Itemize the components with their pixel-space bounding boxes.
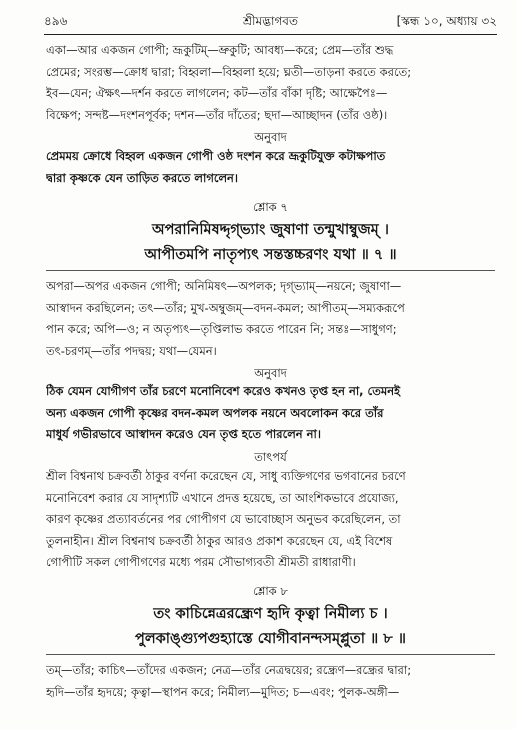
translation-line: অন্য একজন গোপী কৃষ্ণের বদন-কমল অপলক নয়নে অবলোকন করে তাঁর — [46, 405, 384, 420]
synonym-line: বিক্ষেপ; সন্দষ্ট—দংশনপূর্বক; দশন—তাঁর দাঁতের; ছদা—আচ্ছাদন (তাঁর ওষ্ঠ)। — [46, 107, 388, 122]
synonyms-block-top — [46, 40, 495, 126]
translation-line: মাধুর্য গভীরভাবে আস্বাদন করেও যেন তৃপ্ত হতে পারলেন না। — [46, 427, 321, 441]
synonym-line: অপরা—অপর একজন গোপী; অনিমিষৎ—অপলক; দৃগ্ভ্যাম্—নয়নে; জুষাণা— — [46, 279, 402, 293]
translation-heading: অনুবাদ — [254, 130, 287, 144]
separator-rule — [46, 654, 495, 655]
synonyms-block — [46, 276, 495, 362]
translation-block — [46, 146, 495, 189]
running-header — [44, 10, 497, 32]
translation-block — [46, 381, 495, 446]
page-number: ৪৯৬ — [44, 14, 68, 28]
synonym-line: তৎ-চরণম্—তাঁর পদদ্বয়; যথা—যেমন। — [46, 343, 217, 358]
header-rule — [44, 34, 497, 35]
verse-heading: শ্লোক ৭ — [253, 200, 288, 214]
purport-line: মনোনিবেশ করার যে সাদৃশ্যটি এখানে প্রদত্ত হয়েছে, তা আংশিকভাবে প্রযোজ্য, — [46, 490, 399, 505]
translation-line: ঠিক যেমন যোগীগণ তাঁর চরণে মনোনিবেশ করেও কখনও তৃপ্ত হন না, তেমনই — [46, 384, 401, 398]
synonym-line: পান করে; অপি—ও; ন অতৃপ্যৎ—তৃপ্তিলাভ করতে পারেন নি; সন্তঃ—সাধুগণ; — [46, 322, 397, 336]
verse-line: আপীতমপি নাতৃপ্যৎ সন্তস্তচ্চরণং যথা ॥ ৭ ॥ — [144, 247, 397, 263]
verse-line: তং কাচিন্নেত্ররন্ধ্রেণ হৃদি কৃত্বা নিমীল্য চ । — [153, 606, 388, 622]
book-title: শ্রীমদ্ভাগবত — [242, 14, 298, 28]
purport-line: কারণ কৃষ্ণের প্রত্যাবর্তনের পর গোপীগণ যে ভাবোচ্ছাস অনুভব করেছিলেন, তা — [46, 512, 401, 526]
purport-line: শ্রীল বিশ্বনাথ চক্রবর্তী ঠাকুর বর্ণনা করেছেন যে, সাধু ব্যক্তিগণের ভগবানের চরণে — [46, 469, 406, 483]
synonym-line: তম্—তাঁর; কাচিৎ—তাঁদের একজন; নেত্র—তাঁর নেত্রদ্বয়ের; রন্ধ্রেণ—রন্ধ্রের দ্বারা; — [46, 663, 412, 677]
translation-line: প্রেমময় ক্রোধে বিহ্বল একজন গোপী ওষ্ঠ দংশন করে ভ্রূকুটিযুক্ত কটাক্ষপাত — [46, 149, 386, 163]
verse-block — [46, 602, 495, 652]
verse-block — [46, 218, 495, 268]
purport-line: তুলনাহীন। শ্রীল বিশ্বনাথ চক্রবর্তী ঠাকুর আরও প্রকাশ করেছেন যে, এই বিশেষ — [46, 533, 393, 548]
verse-line: পুলকাঙ্গ্যুপগুহ্যাস্তে যোগীবানন্দসম্প্লুতা ॥ ৮ ॥ — [135, 631, 406, 647]
synonym-line: ইব—যেন; ঐক্ষৎ—দর্শন করতে লাগলেন; কট—তাঁর বাঁকা দৃষ্টি; আক্ষেপৈঃ— — [46, 86, 388, 100]
purport-heading: তাৎপর্য — [254, 450, 287, 464]
verse-line: অপরানিমিষদ্দৃগ্ভ্যাং জুষাণা তন্মুখাম্বুজম্ । — [152, 222, 389, 238]
synonym-line: প্রেমের; সংরম্ভ—ক্রোধ দ্বারা; বিহ্বলা—বিহ্বলা হয়ে; ঘ্নতী—তাড়না করতে করতে; — [46, 64, 412, 79]
separator-rule — [46, 270, 495, 271]
purport-block — [46, 466, 495, 574]
synonym-line: একা—আর একজন গোপী; ভ্রূকুটিম্—ভ্রুকুটি; আবধ্য—করে; প্রেম—তাঁর শুদ্ধ — [46, 43, 394, 57]
synonym-line: হৃদি—তাঁর হৃদয়ে; কৃত্বা—স্থাপন করে; নিমীল্য—মুদিত; চ—এবং; পুলক-অঙ্গী— — [46, 684, 400, 699]
chapter-reference: [স্কন্ধ ১০, অধ্যায় ৩২ — [396, 14, 497, 28]
purport-line: গোপীটি সকল গোপীগণের মধ্যে পরম সৌভাগ্যবতী শ্রীমতী রাধারাণী। — [46, 555, 356, 569]
translation-line: দ্বারা কৃষ্ণকে যেন তাড়িত করতে লাগলেন। — [46, 170, 239, 185]
translation-heading: অনুবাদ — [254, 366, 287, 380]
verse-heading: শ্লোক ৮ — [253, 584, 288, 598]
synonyms-block-bottom — [46, 660, 495, 703]
synonym-line: আস্বাদন করছিলেন; তৎ—তাঁর; মুখ-অম্বুজম্—বদন-কমল; আপীতম্—সম্যকরূপে — [46, 300, 405, 315]
